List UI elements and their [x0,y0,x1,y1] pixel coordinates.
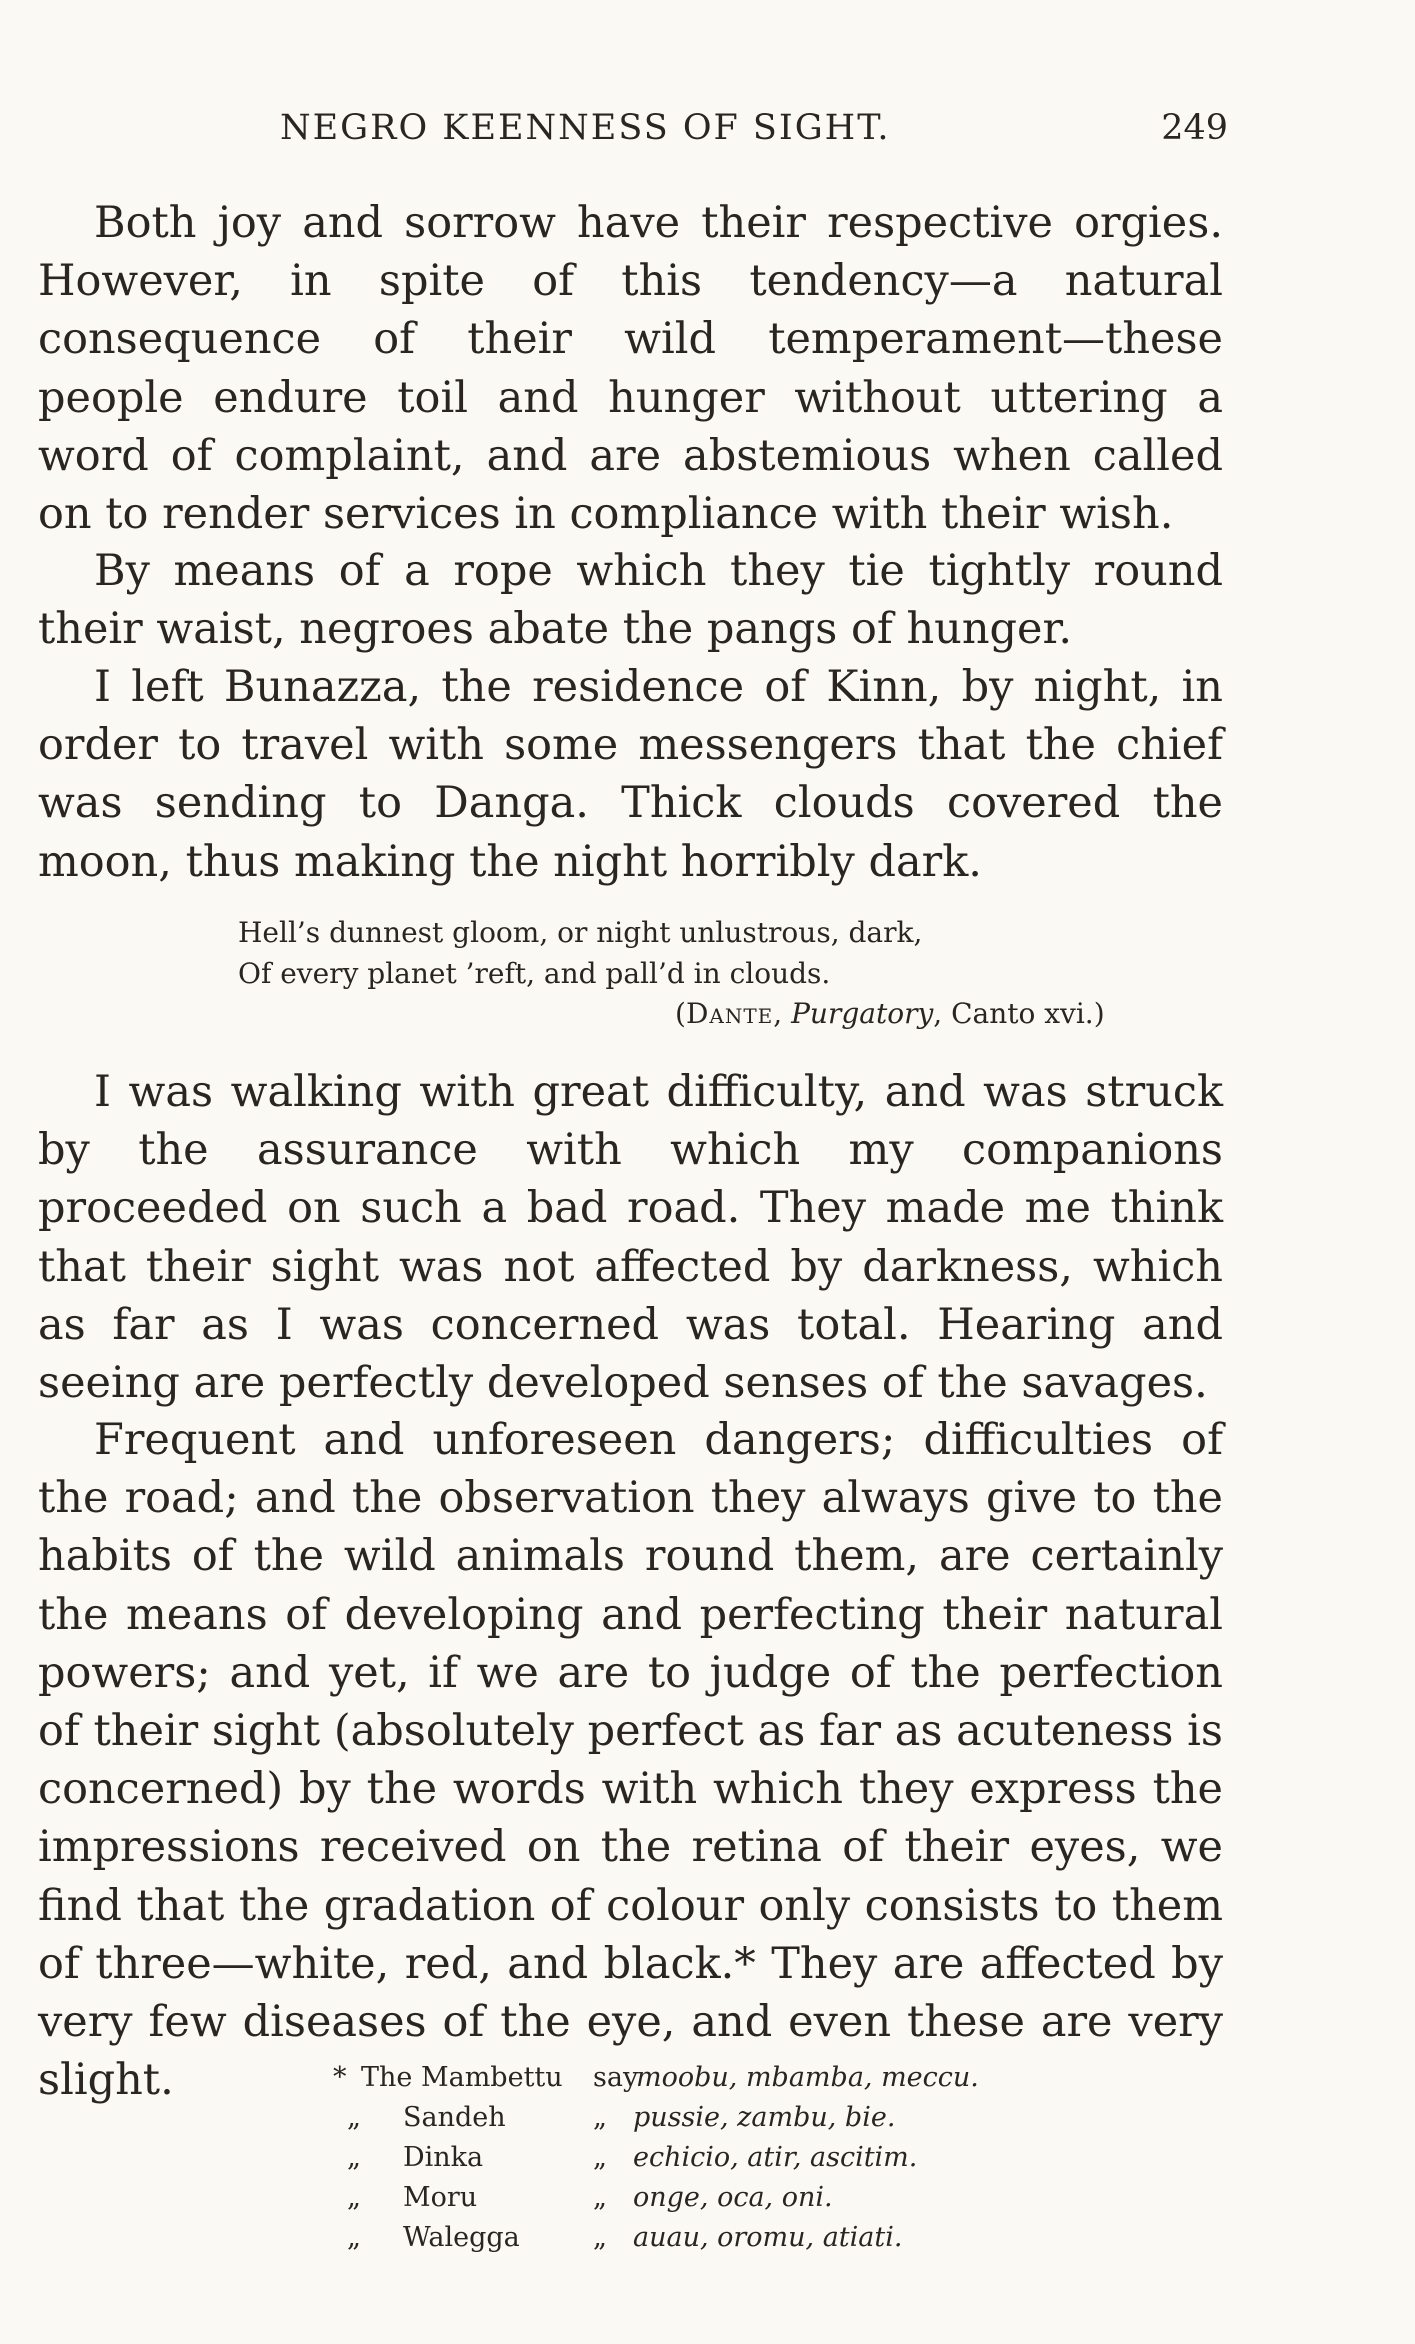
cite-author: Dante [685,997,774,1030]
footnote-words: echicio, atir, ascitim. [633,2142,918,2173]
cite-open: ( [675,997,686,1030]
footnote-ditto: „ [593,2222,607,2253]
block-quote [238,913,1198,1030]
page-header [280,108,1228,156]
cite-work: Purgatory [791,997,934,1030]
footnote [333,2058,1153,2258]
footnote-ditto: „ [347,2102,361,2133]
footnote-row [333,2058,1153,2098]
footnote-ditto: „ [593,2142,607,2173]
footnote-row [333,2098,1153,2138]
footnote-ditto: „ [347,2222,361,2253]
footnote-row [333,2178,1153,2218]
cite-sep: , [773,997,792,1030]
running-title: NEGRO KEENNESS OF SIGHT. [280,108,891,148]
paragraph-4: I was walking with great difficulty, and was struck by the assurance with which my companions proceeded on such a bad road. They made me think that their sight was not affected by darkness, which as far as I was concerned was total. Hearing and seeing are perfectly developed senses of the savages. [38,1067,1223,1409]
footnote-language: The Mambettu [361,2062,563,2093]
footnote-ditto: „ [347,2142,361,2173]
page-number: 249 [1161,108,1228,148]
quote-line-1: Hell’s dunnest gloom, or night unlustrous, dark, [238,916,923,949]
footnote-mark: * [333,2062,347,2093]
footnote-words: auau, oromu, atiati. [633,2222,903,2253]
footnote-language: Moru [403,2182,478,2213]
cite-canto: , Canto xvi.) [933,997,1105,1030]
quote-line-2: Of every planet ’reft, and pall’d in clouds. [238,956,831,990]
footnote-language: Walegga [403,2222,520,2253]
paragraph-3: I left Bunazza, the residence of Kinn, by night, in order to travel with some messengers that the chief was sending to Danga. Thick clouds covered the moon, thus making the night horribly dark. [38,662,1223,887]
footnote-words: onge, oca, oni. [633,2182,833,2213]
paragraph-5: Frequent and unforeseen dangers; difficulties of the road; and the observation they always give to the habits of the wild animals round them, are certainly the means of developing and perfecting their natural powers; and yet, if we are to judge of the perfection of their sight (absolutely perfect as far as acuteness is concerned) by the words with which they express the impressions received on the retina of their eyes, we find that the gradation of colour only consists to them of three—white, red, and black.* They are affected by very few diseases of the eye, and even these are very slight. [38,1415,1223,2106]
footnote-ditto: „ [593,2182,607,2213]
footnote-ditto: „ [593,2102,607,2133]
footnote-say: say [593,2062,639,2093]
footnote-language: Sandeh [403,2102,506,2133]
quote-citation [675,994,1105,1035]
footnote-language: Dinka [403,2142,484,2173]
footnote-row [333,2138,1153,2178]
footnote-row [333,2218,1153,2258]
paragraph-1: Both joy and sorrow have their respective orgies. However, in spite of this tendency—a natural consequence of their wild temperament—these people endure toil and hunger without uttering a word of complaint, and are abstemious when called on to render services in compliance with their wish. [38,198,1223,540]
paragraph-2: By means of a rope which they tie tightly round their waist, negroes abate the pangs of hunger. [38,546,1223,655]
footnote-ditto: „ [347,2182,361,2213]
footnote-words: pussie, zambu, bie. [633,2102,896,2133]
footnote-words: moobu, mbamba, meccu. [636,2062,979,2093]
